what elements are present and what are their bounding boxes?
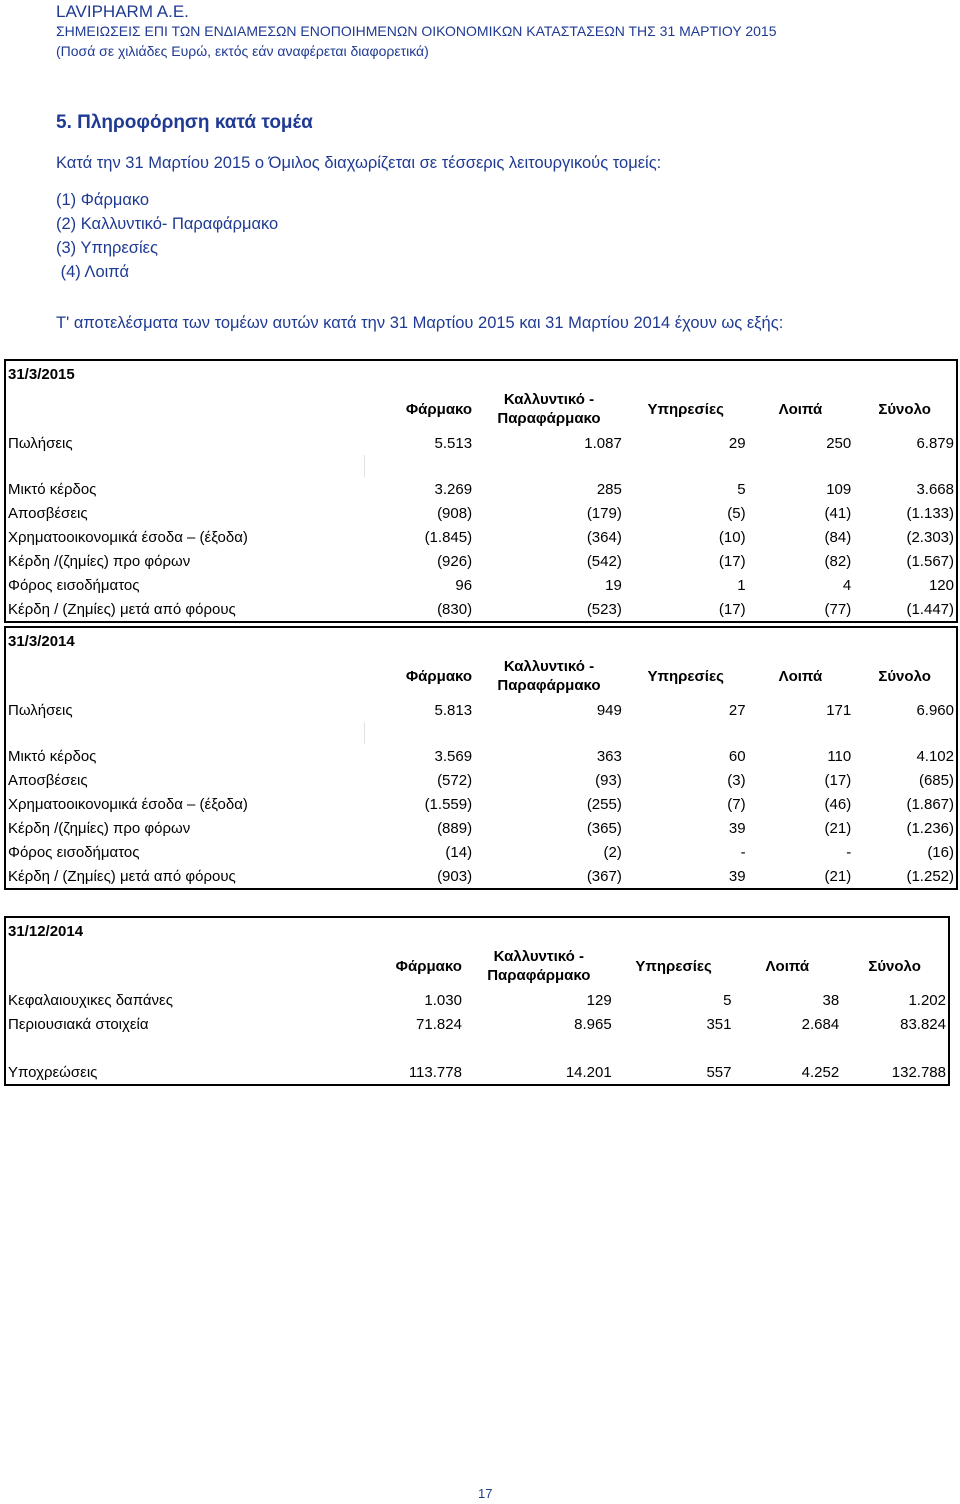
col-header-cosmetics: Καλλυντικό - Παραφάρμακο (497, 391, 601, 427)
table-row: Μικτό κέρδος 3.569 363 60 110 4.102 (8, 747, 954, 765)
col-header-pharma: Φάρμακο (395, 957, 462, 975)
col-header-total: Σύνολο (878, 400, 931, 418)
segment-item: (1) Φάρμακο (56, 191, 150, 209)
table-row: Περιουσιακά στοιχεία 71.824 8.965 351 2.684 83.824 (8, 1015, 946, 1033)
segment-table-2015 (4, 359, 958, 623)
table-row: Χρηματοοικονομικά έσοδα – (έξοδα) (1.845) (364) (10) (84) (2.303) (8, 528, 954, 546)
document-title: ΣΗΜΕΙΩΣΕΙΣ ΕΠΙ ΤΩΝ ΕΝΔΙΑΜΕΣΩΝ ΕΝΟΠΟΙΗΜΕΝΩΝ ΟΙΚΟΝΟΜΙΚΩΝ ΚΑΤΑΣΤΑΣΕΩΝ ΤΗΣ 31 ΜΑΡΤΙΟΥ 2015 (56, 23, 777, 39)
segment-table-dec2014 (4, 916, 950, 1086)
col-header-services: Υπηρεσίες (647, 400, 724, 418)
segment-item: (4) Λοιπά (56, 263, 129, 281)
amounts-note: (Ποσά σε χιλιάδες Ευρώ, εκτός εάν αναφέρεται διαφορετικά) (56, 43, 429, 59)
table-row: Φόρος εισοδήματος (14) (2) - - (16) (8, 843, 954, 861)
col-header-cosmetics: Καλλυντικό - Παραφάρμακο (497, 658, 601, 694)
results-intro: Τ' αποτελέσματα των τομέων αυτών κατά την 31 Μαρτίου 2015 και 31 Μαρτίου 2014 έχουν ως εξής: (56, 314, 784, 332)
col-header-pharma: Φάρμακο (405, 400, 473, 418)
table-row: Κέρδη / (Ζημίες) μετά από φόρους (903) (367) 39 (21) (1.252) (8, 867, 954, 885)
table-row: Κεφαλαιουχικες δαπάνες 1.030 129 5 38 1.202 (8, 991, 946, 1009)
col-header-services: Υπηρεσίες (635, 957, 712, 975)
section-title: 5. Πληροφόρηση κατά τομέα (56, 112, 313, 133)
table-row: Μικτό κέρδος 3.269 285 5 109 3.668 (8, 480, 954, 498)
period-label: 31/3/2015 (8, 365, 75, 383)
col-header-services: Υπηρεσίες (647, 667, 724, 685)
col-header-pharma: Φάρμακο (405, 667, 473, 685)
period-label: 31/12/2014 (8, 922, 84, 940)
table-row: Κέρδη /(ζημίες) προ φόρων (926) (542) (17) (82) (1.567) (8, 552, 954, 570)
segment-item: (3) Υπηρεσίες (56, 239, 158, 257)
page-number: 17 (478, 1486, 493, 1501)
segment-table-2014 (4, 626, 958, 890)
table-row: Πωλήσεις 5.813 949 27 171 6.960 (8, 701, 954, 719)
table-row: Φόρος εισοδήματος 96 19 1 4 120 (8, 576, 954, 594)
segment-item: (2) Καλλυντικό- Παραφάρμακο (56, 215, 279, 233)
table-row: Αποσβέσεις (572) (93) (3) (17) (685) (8, 771, 954, 789)
table-row: Αποσβέσεις (908) (179) (5) (41) (1.133) (8, 504, 954, 522)
table-row: Χρηματοοικονομικά έσοδα – (έξοδα) (1.559) (255) (7) (46) (1.867) (8, 795, 954, 813)
intro-paragraph: Κατά την 31 Μαρτίου 2015 ο Όμιλος διαχωρίζεται σε τέσσερις λειτουργικούς τομείς: (56, 154, 662, 172)
table-row: Κέρδη / (Ζημίες) μετά από φόρους (830) (523) (17) (77) (1.447) (8, 600, 954, 618)
col-header-cosmetics: Καλλυντικό - Παραφάρμακο (487, 948, 591, 984)
table-row: Κέρδη /(ζημίες) προ φόρων (889) (365) 39 (21) (1.236) (8, 819, 954, 837)
company-name: LAVIPHARM A.E. (56, 2, 189, 21)
table-row: Υποχρεώσεις 113.778 14.201 557 4.252 132.788 (8, 1063, 946, 1081)
col-header-other: Λοιπά (778, 667, 823, 685)
col-header-other: Λοιπά (778, 400, 823, 418)
period-label: 31/3/2014 (8, 632, 75, 650)
col-header-other: Λοιπά (765, 957, 810, 975)
col-header-total: Σύνολο (878, 667, 931, 685)
col-header-total: Σύνολο (868, 957, 921, 975)
table-row: Πωλήσεις 5.513 1.087 29 250 6.879 (8, 434, 954, 452)
